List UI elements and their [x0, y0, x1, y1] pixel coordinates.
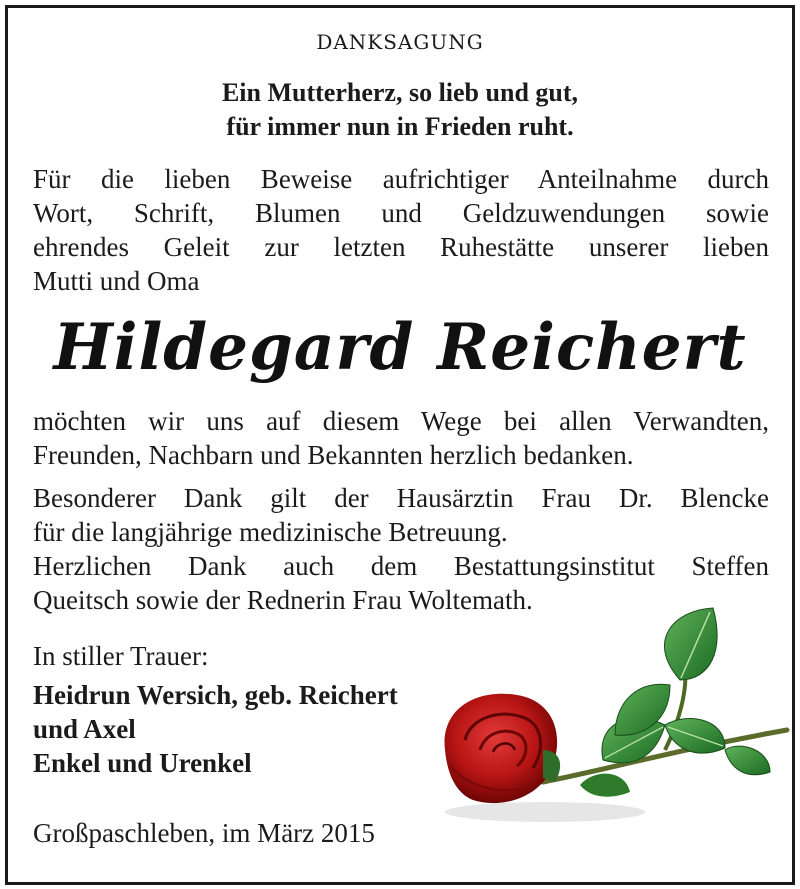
intro-line-1: Für die lieben Beweise aufrichtiger Anteilnahme durch — [33, 164, 769, 194]
intro-line-3: ehrendes Geleit zur letzten Ruhestätte unserer lieben — [33, 232, 769, 262]
mourner-2: und Axel — [33, 714, 136, 744]
intro-line-2: Wort, Schrift, Blumen und Geldzuwendungen sowie — [33, 198, 769, 228]
heading: DANKSAGUNG — [316, 30, 484, 54]
mourner-1: Heidrun Wersich, geb. Reichert — [33, 680, 398, 710]
mourner-3: Enkel und Urenkel — [33, 748, 252, 778]
thanks-line-1: möchten wir uns auf diesem Wege bei allen Verwandten, — [33, 406, 769, 436]
rose-image — [425, 600, 800, 830]
special-thanks-line-3: Herzlichen Dank auch dem Bestattungsinstitut Steffen — [33, 551, 769, 581]
place-date: Großpaschleben, im März 2015 — [33, 818, 375, 848]
mourning-label: In stiller Trauer: — [33, 641, 209, 671]
deceased-name: Hildegard Reichert — [53, 310, 747, 385]
special-thanks-line-2: für die langjährige medizinische Betreuung. — [33, 517, 508, 547]
thanks-line-2: Freunden, Nachbarn und Bekannten herzlich bedanken. — [33, 440, 634, 470]
special-thanks-line-1: Besonderer Dank gilt der Hausärztin Frau Dr. Blencke — [33, 483, 769, 513]
motto-line-1: Ein Mutterherz, so lieb und gut, — [221, 78, 579, 107]
motto-line-2: für immer nun in Frieden ruht. — [226, 112, 574, 141]
intro-line-4: Mutti und Oma — [33, 266, 200, 296]
special-thanks-line-4: Queitsch sowie der Rednerin Frau Woltemath. — [33, 585, 533, 615]
